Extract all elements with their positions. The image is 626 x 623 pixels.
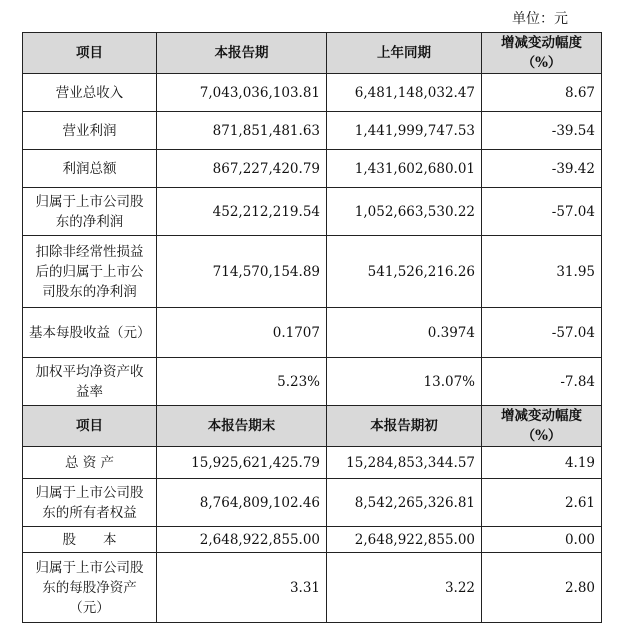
row-label: 基本每股收益（元） (23, 308, 157, 358)
cell-change: -57.04 (482, 188, 602, 236)
cell-prior: 1,431,602,680.01 (327, 150, 482, 188)
cell-change: -39.54 (482, 112, 602, 150)
cell-change: 8.67 (482, 74, 602, 112)
cell-begin: 2,648,922,855.00 (327, 527, 482, 553)
table-row (23, 150, 602, 188)
table-row (23, 188, 602, 236)
table-row (23, 447, 602, 479)
header-cell: 本报告期初 (327, 406, 482, 447)
cell-current: 5.23% (157, 358, 327, 406)
cell-change: 0.00 (482, 527, 602, 553)
cell-change: 4.19 (482, 447, 602, 479)
cell-prior: 541,526,216.26 (327, 236, 482, 308)
table-header-row (23, 33, 602, 74)
cell-current: 867,227,420.79 (157, 150, 327, 188)
unit-label: 单位：元 (512, 11, 568, 27)
row-label: 股 本 (23, 527, 157, 553)
header-cell: 本报告期末 (157, 406, 327, 447)
header-cell: 增减变动幅度（%） (482, 33, 602, 74)
table-row (23, 112, 602, 150)
cell-prior: 6,481,148,032.47 (327, 74, 482, 112)
cell-begin: 3.22 (327, 553, 482, 623)
cell-change: 2.61 (482, 479, 602, 527)
cell-change: -57.04 (482, 308, 602, 358)
cell-end: 3.31 (157, 553, 327, 623)
cell-end: 15,925,621,425.79 (157, 447, 327, 479)
cell-current: 452,212,219.54 (157, 188, 327, 236)
table-row (23, 308, 602, 358)
cell-end: 2,648,922,855.00 (157, 527, 327, 553)
table-row (23, 527, 602, 553)
cell-prior: 13.07% (327, 358, 482, 406)
cell-current: 871,851,481.63 (157, 112, 327, 150)
header-cell: 上年同期 (327, 33, 482, 74)
cell-change: 2.80 (482, 553, 602, 623)
cell-prior: 1,441,999,747.53 (327, 112, 482, 150)
row-label: 归属于上市公司股东的每股净资产（元） (23, 553, 157, 623)
header-cell: 项目 (23, 33, 157, 74)
cell-change: 31.95 (482, 236, 602, 308)
header-cell: 项目 (23, 406, 157, 447)
table-row (23, 553, 602, 623)
financial-summary-table (22, 32, 602, 623)
row-label: 扣除非经常性损益后的归属于上市公司股东的净利润 (23, 236, 157, 308)
table-row (23, 479, 602, 527)
table-row (23, 236, 602, 308)
row-label: 营业利润 (23, 112, 157, 150)
cell-change: -7.84 (482, 358, 602, 406)
row-label: 利润总额 (23, 150, 157, 188)
cell-end: 8,764,809,102.46 (157, 479, 327, 527)
row-label: 营业总收入 (23, 74, 157, 112)
cell-prior: 0.3974 (327, 308, 482, 358)
row-label: 加权平均净资产收益率 (23, 358, 157, 406)
cell-begin: 8,542,265,326.81 (327, 479, 482, 527)
row-label: 总 资 产 (23, 447, 157, 479)
cell-change: -39.42 (482, 150, 602, 188)
table-header-row (23, 406, 602, 447)
row-label: 归属于上市公司股东的所有者权益 (23, 479, 157, 527)
cell-current: 7,043,036,103.81 (157, 74, 327, 112)
cell-current: 0.1707 (157, 308, 327, 358)
cell-prior: 1,052,663,530.22 (327, 188, 482, 236)
header-cell: 增减变动幅度（%） (482, 406, 602, 447)
table-row (23, 358, 602, 406)
cell-current: 714,570,154.89 (157, 236, 327, 308)
table-row (23, 74, 602, 112)
row-label: 归属于上市公司股东的净利润 (23, 188, 157, 236)
cell-begin: 15,284,853,344.57 (327, 447, 482, 479)
header-cell: 本报告期 (157, 33, 327, 74)
